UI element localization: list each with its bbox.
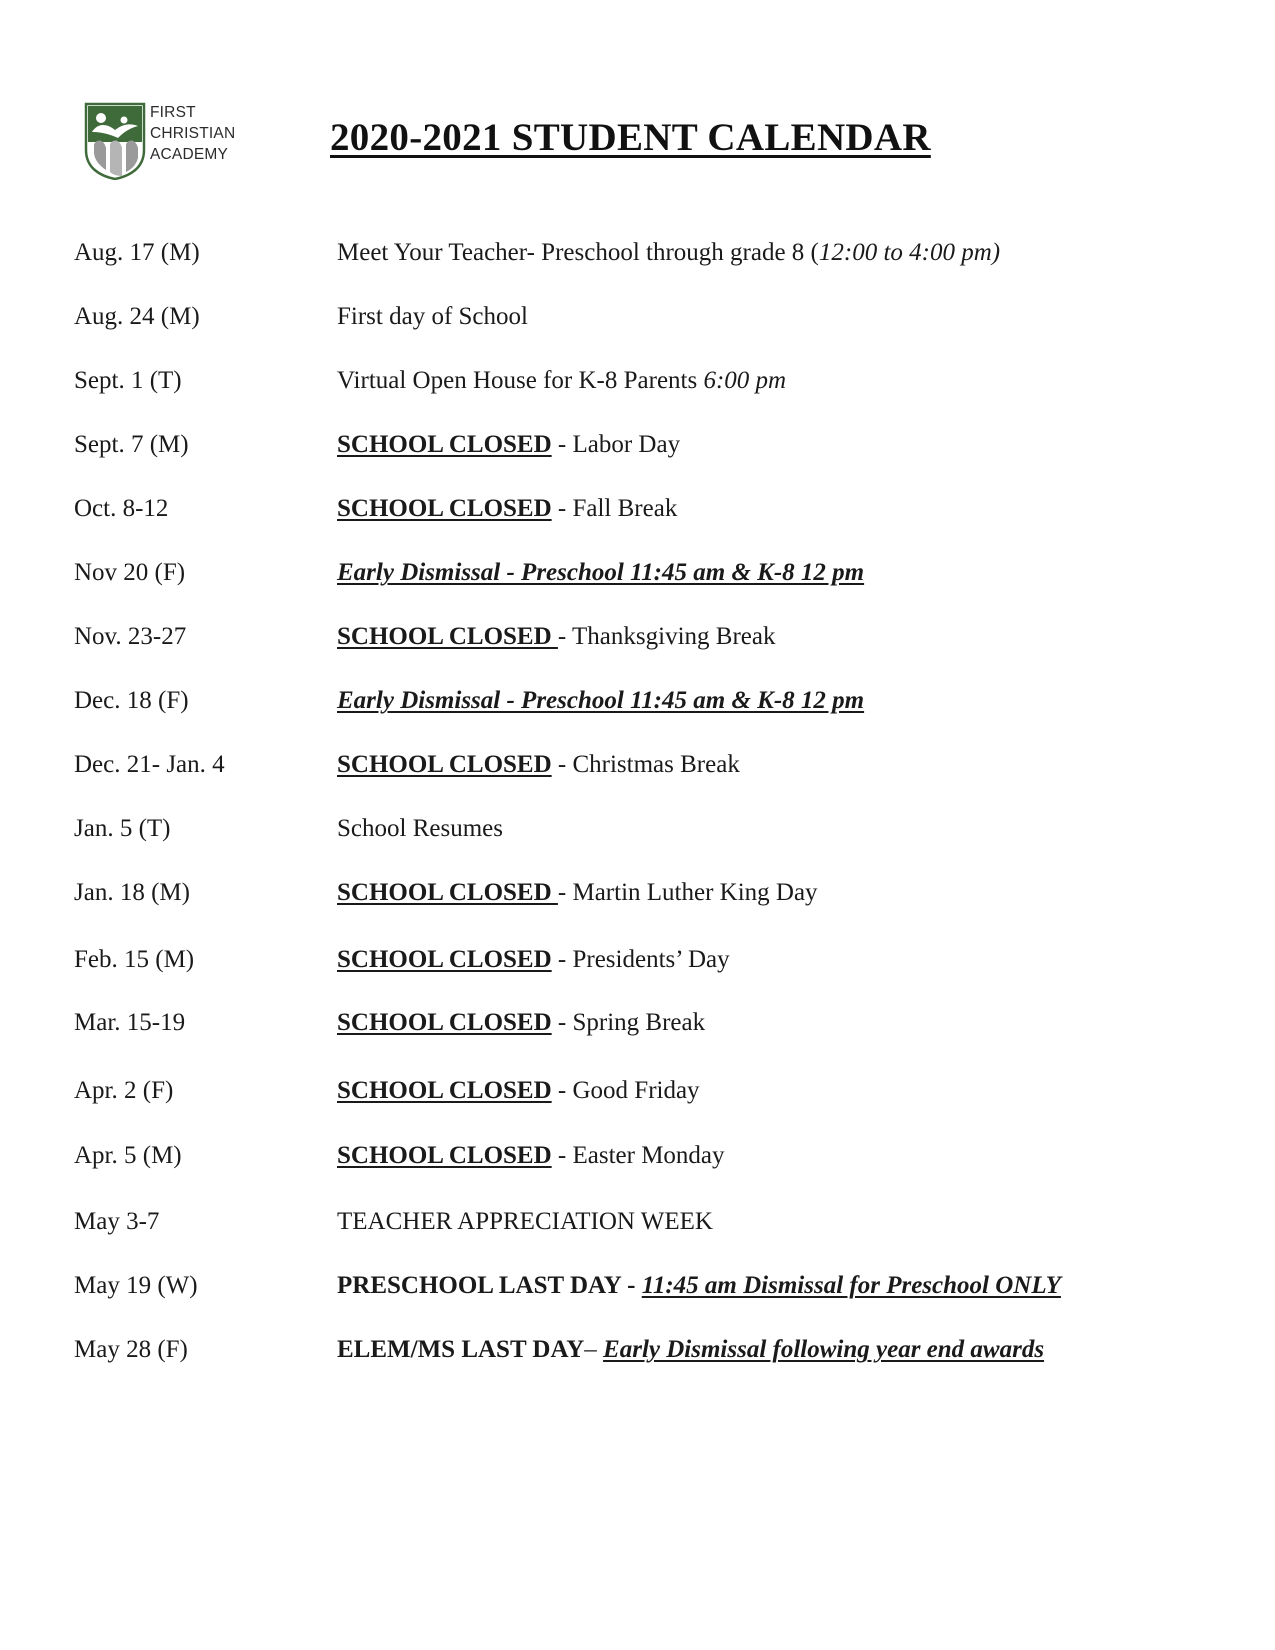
event-description — [337, 876, 818, 910]
event-description — [337, 428, 680, 462]
closed-label: SCHOOL CLOSED — [337, 751, 552, 778]
event-date: Jan. 5 (T) — [74, 815, 171, 842]
event-text: Meet Your Teacher- Preschool through grade 8 ( — [337, 239, 819, 266]
calendar-row — [74, 1139, 1254, 1173]
closed-label: SCHOOL CLOSED — [337, 879, 558, 906]
closed-label: SCHOOL CLOSED — [337, 1009, 552, 1036]
school-name-line: ACADEMY — [150, 146, 229, 163]
event-date: Dec. 21- Jan. 4 — [74, 751, 225, 778]
event-date: May 3-7 — [74, 1208, 160, 1235]
event-description — [337, 1006, 705, 1040]
calendar-row — [74, 1333, 1254, 1367]
page-title: 2020-2021 STUDENT CALENDAR — [330, 116, 931, 159]
calendar-row — [74, 748, 1254, 782]
early-dismissal-note: Early Dismissal - Preschool 11:45 am & K-8 12 pm — [337, 687, 865, 714]
event-text: - Martin Luther King Day — [557, 879, 818, 906]
event-text: - Christmas Break — [551, 751, 740, 778]
closed-label: SCHOOL CLOSED — [337, 1142, 552, 1169]
event-description — [337, 364, 786, 398]
closed-label: SCHOOL CLOSED — [337, 623, 558, 650]
calendar-row — [74, 428, 1254, 462]
event-time: 12:00 to 4:00 pm — [818, 239, 992, 266]
calendar-row — [74, 300, 1254, 334]
event-date: May 19 (W) — [74, 1272, 198, 1299]
event-text: - Fall Break — [551, 495, 678, 522]
event-description — [337, 236, 1000, 270]
closed-label: SCHOOL CLOSED — [337, 946, 552, 973]
closed-label: SCHOOL CLOSED — [337, 431, 552, 458]
event-date: May 28 (F) — [74, 1336, 188, 1363]
school-name-line: FIRST — [150, 104, 196, 121]
event-text: Virtual Open House for K-8 Parents — [337, 367, 704, 394]
event-text: - Labor Day — [551, 431, 681, 458]
school-name — [150, 102, 235, 165]
event-text: - Easter Monday — [551, 1142, 725, 1169]
event-date: Mar. 15-19 — [74, 1009, 186, 1036]
event-date: Sept. 1 (T) — [74, 367, 182, 394]
event-date: Dec. 18 (F) — [74, 687, 189, 714]
calendar-row — [74, 492, 1254, 526]
calendar-row — [74, 684, 1254, 718]
event-text: - Presidents’ Day — [551, 946, 730, 973]
closed-label: SCHOOL CLOSED — [337, 1077, 552, 1104]
event-date: Nov. 23-27 — [74, 623, 187, 650]
calendar-row — [74, 1269, 1254, 1303]
event-description: TEACHER APPRECIATION WEEK — [337, 1208, 713, 1235]
event-text: – — [584, 1336, 604, 1363]
calendar-row — [74, 1006, 1254, 1040]
event-description — [337, 1333, 1044, 1367]
event-description — [337, 1139, 725, 1173]
event-date: Sept. 7 (M) — [74, 431, 189, 458]
event-description: School Resumes — [337, 815, 503, 842]
calendar-row — [74, 556, 1254, 590]
event-description — [337, 1269, 1061, 1303]
calendar-row — [74, 236, 1254, 270]
school-name-line: CHRISTIAN — [150, 125, 236, 142]
event-description — [337, 620, 775, 654]
calendar-row — [74, 620, 1254, 654]
event-date: Aug. 24 (M) — [74, 303, 200, 330]
closed-label: SCHOOL CLOSED — [337, 495, 552, 522]
calendar-row — [74, 364, 1254, 398]
event-date: Jan. 18 (M) — [74, 879, 190, 906]
calendar-row — [74, 876, 1254, 910]
event-date: Feb. 15 (M) — [74, 946, 195, 973]
dismissal-note: 11:45 am Dismissal for Preschool ONLY — [641, 1272, 1061, 1299]
event-text: - Spring Break — [551, 1009, 706, 1036]
event-date: Nov 20 (F) — [74, 559, 186, 586]
event-description — [337, 943, 730, 977]
calendar-row — [74, 1205, 1254, 1239]
event-description — [337, 492, 677, 526]
calendar-row — [74, 1074, 1254, 1108]
last-day-label: PRESCHOOL LAST DAY - — [337, 1272, 642, 1299]
last-day-label: ELEM/MS LAST DAY — [337, 1336, 585, 1363]
early-dismissal-note: Early Dismissal - Preschool 11:45 am & K-8 12 pm — [337, 559, 865, 586]
event-date: Apr. 2 (F) — [74, 1077, 174, 1104]
event-text: ) — [991, 239, 1001, 266]
event-time: 6:00 pm — [703, 367, 787, 394]
calendar-row — [74, 943, 1254, 977]
event-description — [337, 748, 740, 782]
dismissal-note: Early Dismissal following year end awards — [603, 1336, 1045, 1363]
event-text: - Good Friday — [551, 1077, 700, 1104]
event-description: First day of School — [337, 303, 528, 330]
event-description — [337, 1074, 700, 1108]
event-date: Oct. 8-12 — [74, 495, 169, 522]
calendar-row — [74, 812, 1254, 846]
academy-emblem-icon — [84, 102, 146, 180]
school-logo — [84, 102, 254, 182]
event-date: Apr. 5 (M) — [74, 1142, 182, 1169]
event-text: - Thanksgiving Break — [557, 623, 776, 650]
event-date: Aug. 17 (M) — [74, 239, 200, 266]
